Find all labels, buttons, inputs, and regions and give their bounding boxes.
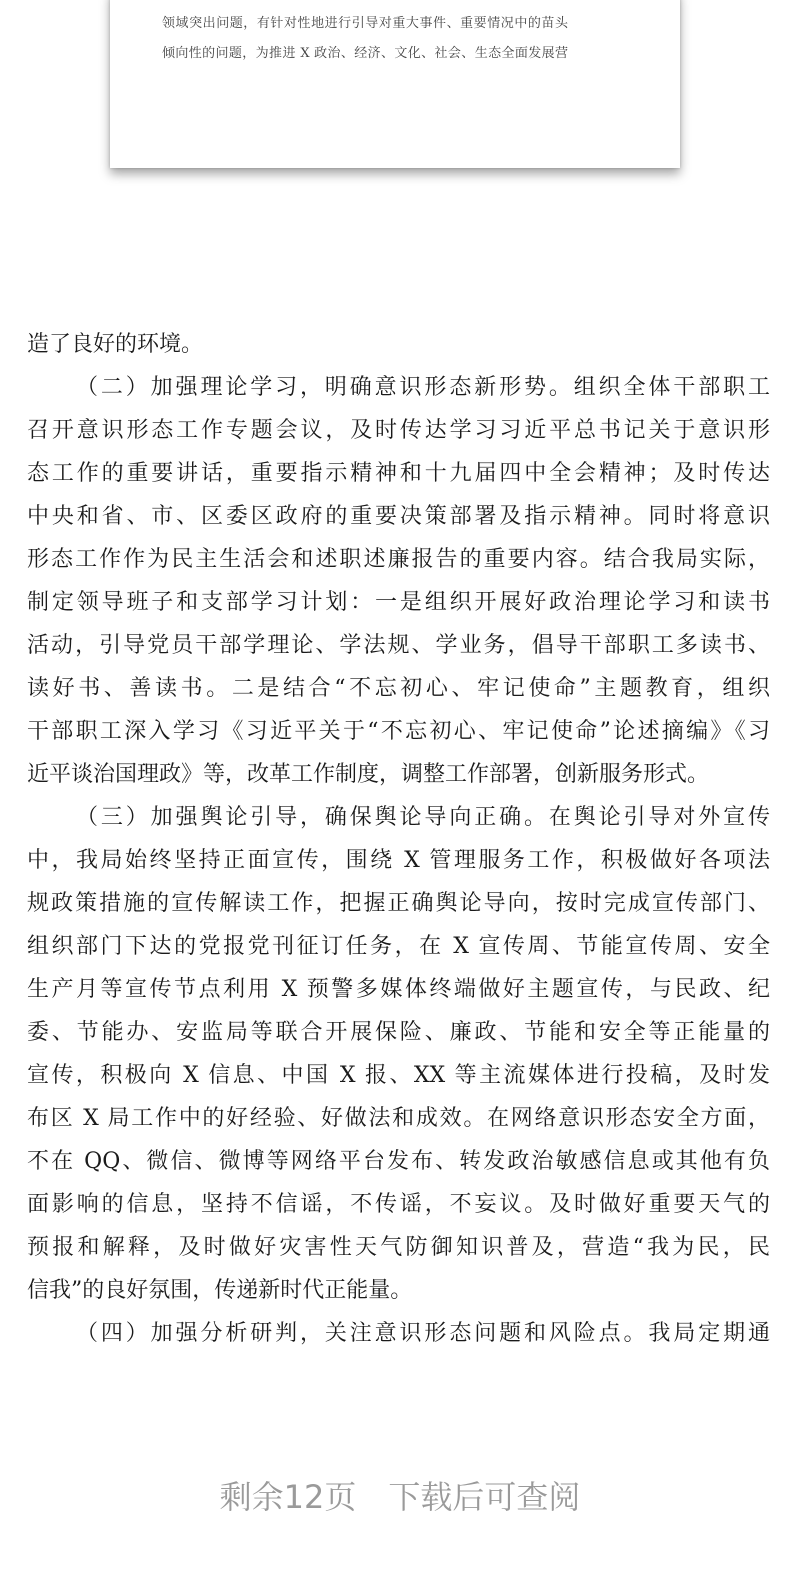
paragraph-line: 生产月等宣传节点利用 X 预警多媒体终端做好主题宣传，与民政、纪	[27, 977, 770, 1002]
paragraph-line: 活动，引导党员干部学理论、学法规、学业务，倡导干部职工多读书、	[27, 633, 770, 658]
paragraph-line: 面影响的信息，坚持不信谣，不传谣，不妄议。及时做好重要天气的	[27, 1192, 770, 1217]
paragraph-heading-line: （三）加强舆论引导，确保舆论导向正确。在舆论引导对外宣传	[76, 805, 770, 830]
paragraph-line: 形态工作作为民主生活会和述职述廉报告的重要内容。结合我局实际，	[27, 547, 770, 572]
paragraph-line: 读好书、善读书。二是结合“不忘初心、牢记使命”主题教育，组织	[27, 676, 770, 701]
paragraph-line: 规政策措施的宣传解读工作，把握正确舆论导向，按时完成宣传部门、	[27, 891, 770, 916]
paragraph-heading-line: （二）加强理论学习，明确意识形态新形势。组织全体干部职工	[76, 375, 770, 400]
preview-page-card	[110, 0, 680, 168]
paragraph-heading-line: （四）加强分析研判，关注意识形态问题和风险点。我局定期通	[76, 1321, 770, 1346]
remaining-pages-download-prompt[interactable]: 剩余12页 下载后可查阅	[219, 1478, 581, 1516]
paragraph-line: 组织部门下达的党报党刊征订任务，在 X 宣传周、节能宣传周、安全	[27, 934, 770, 959]
paragraph-line: 召开意识形态工作专题会议，及时传达学习习近平总书记关于意识形	[27, 418, 770, 443]
card-text-line: 倾向性的问题，为推进 X 政治、经济、文化、社会、生态全面发展营	[162, 46, 568, 61]
paragraph-line: 态工作的重要讲话，重要指示精神和十九届四中全会精神；及时传达	[27, 461, 770, 486]
paragraph-line: 预报和解释，及时做好灾害性天气防御知识普及，营造“我为民，民	[27, 1235, 770, 1260]
paragraph-line: 制定领导班子和支部学习计划：一是组织开展好政治理论学习和读书	[27, 590, 770, 615]
paragraph-line: 干部职工深入学习《习近平关于“不忘初心、牢记使命”论述摘编》《习	[27, 719, 770, 744]
paragraph-line: 委、节能办、安监局等联合开展保险、廉政、节能和安全等正能量的	[27, 1020, 770, 1045]
card-text-line: 领域突出问题，有针对性地进行引导对重大事件、重要情况中的苗头	[162, 16, 568, 31]
paragraph-line: 造了良好的环境。	[27, 332, 204, 357]
paragraph-line: 近平谈治国理政》等，改革工作制度，调整工作部署，创新服务形式。	[27, 762, 710, 787]
paragraph-line: 宣传，积极向 X 信息、中国 X 报、XX 等主流媒体进行投稿，及时发	[27, 1063, 770, 1088]
paragraph-line: 中，我局始终坚持正面宣传，围绕 X 管理服务工作，积极做好各项法	[27, 848, 770, 873]
paragraph-line: 信我”的良好氛围，传递新时代正能量。	[27, 1278, 413, 1303]
paragraph-line: 中央和省、市、区委区政府的重要决策部署及指示精神。同时将意识	[27, 504, 770, 529]
paragraph-line: 布区 X 局工作中的好经验、好做法和成效。在网络意识形态安全方面，	[27, 1106, 770, 1131]
paragraph-line: 不在 QQ、微信、微博等网络平台发布、转发政治敏感信息或其他有负	[27, 1149, 770, 1174]
